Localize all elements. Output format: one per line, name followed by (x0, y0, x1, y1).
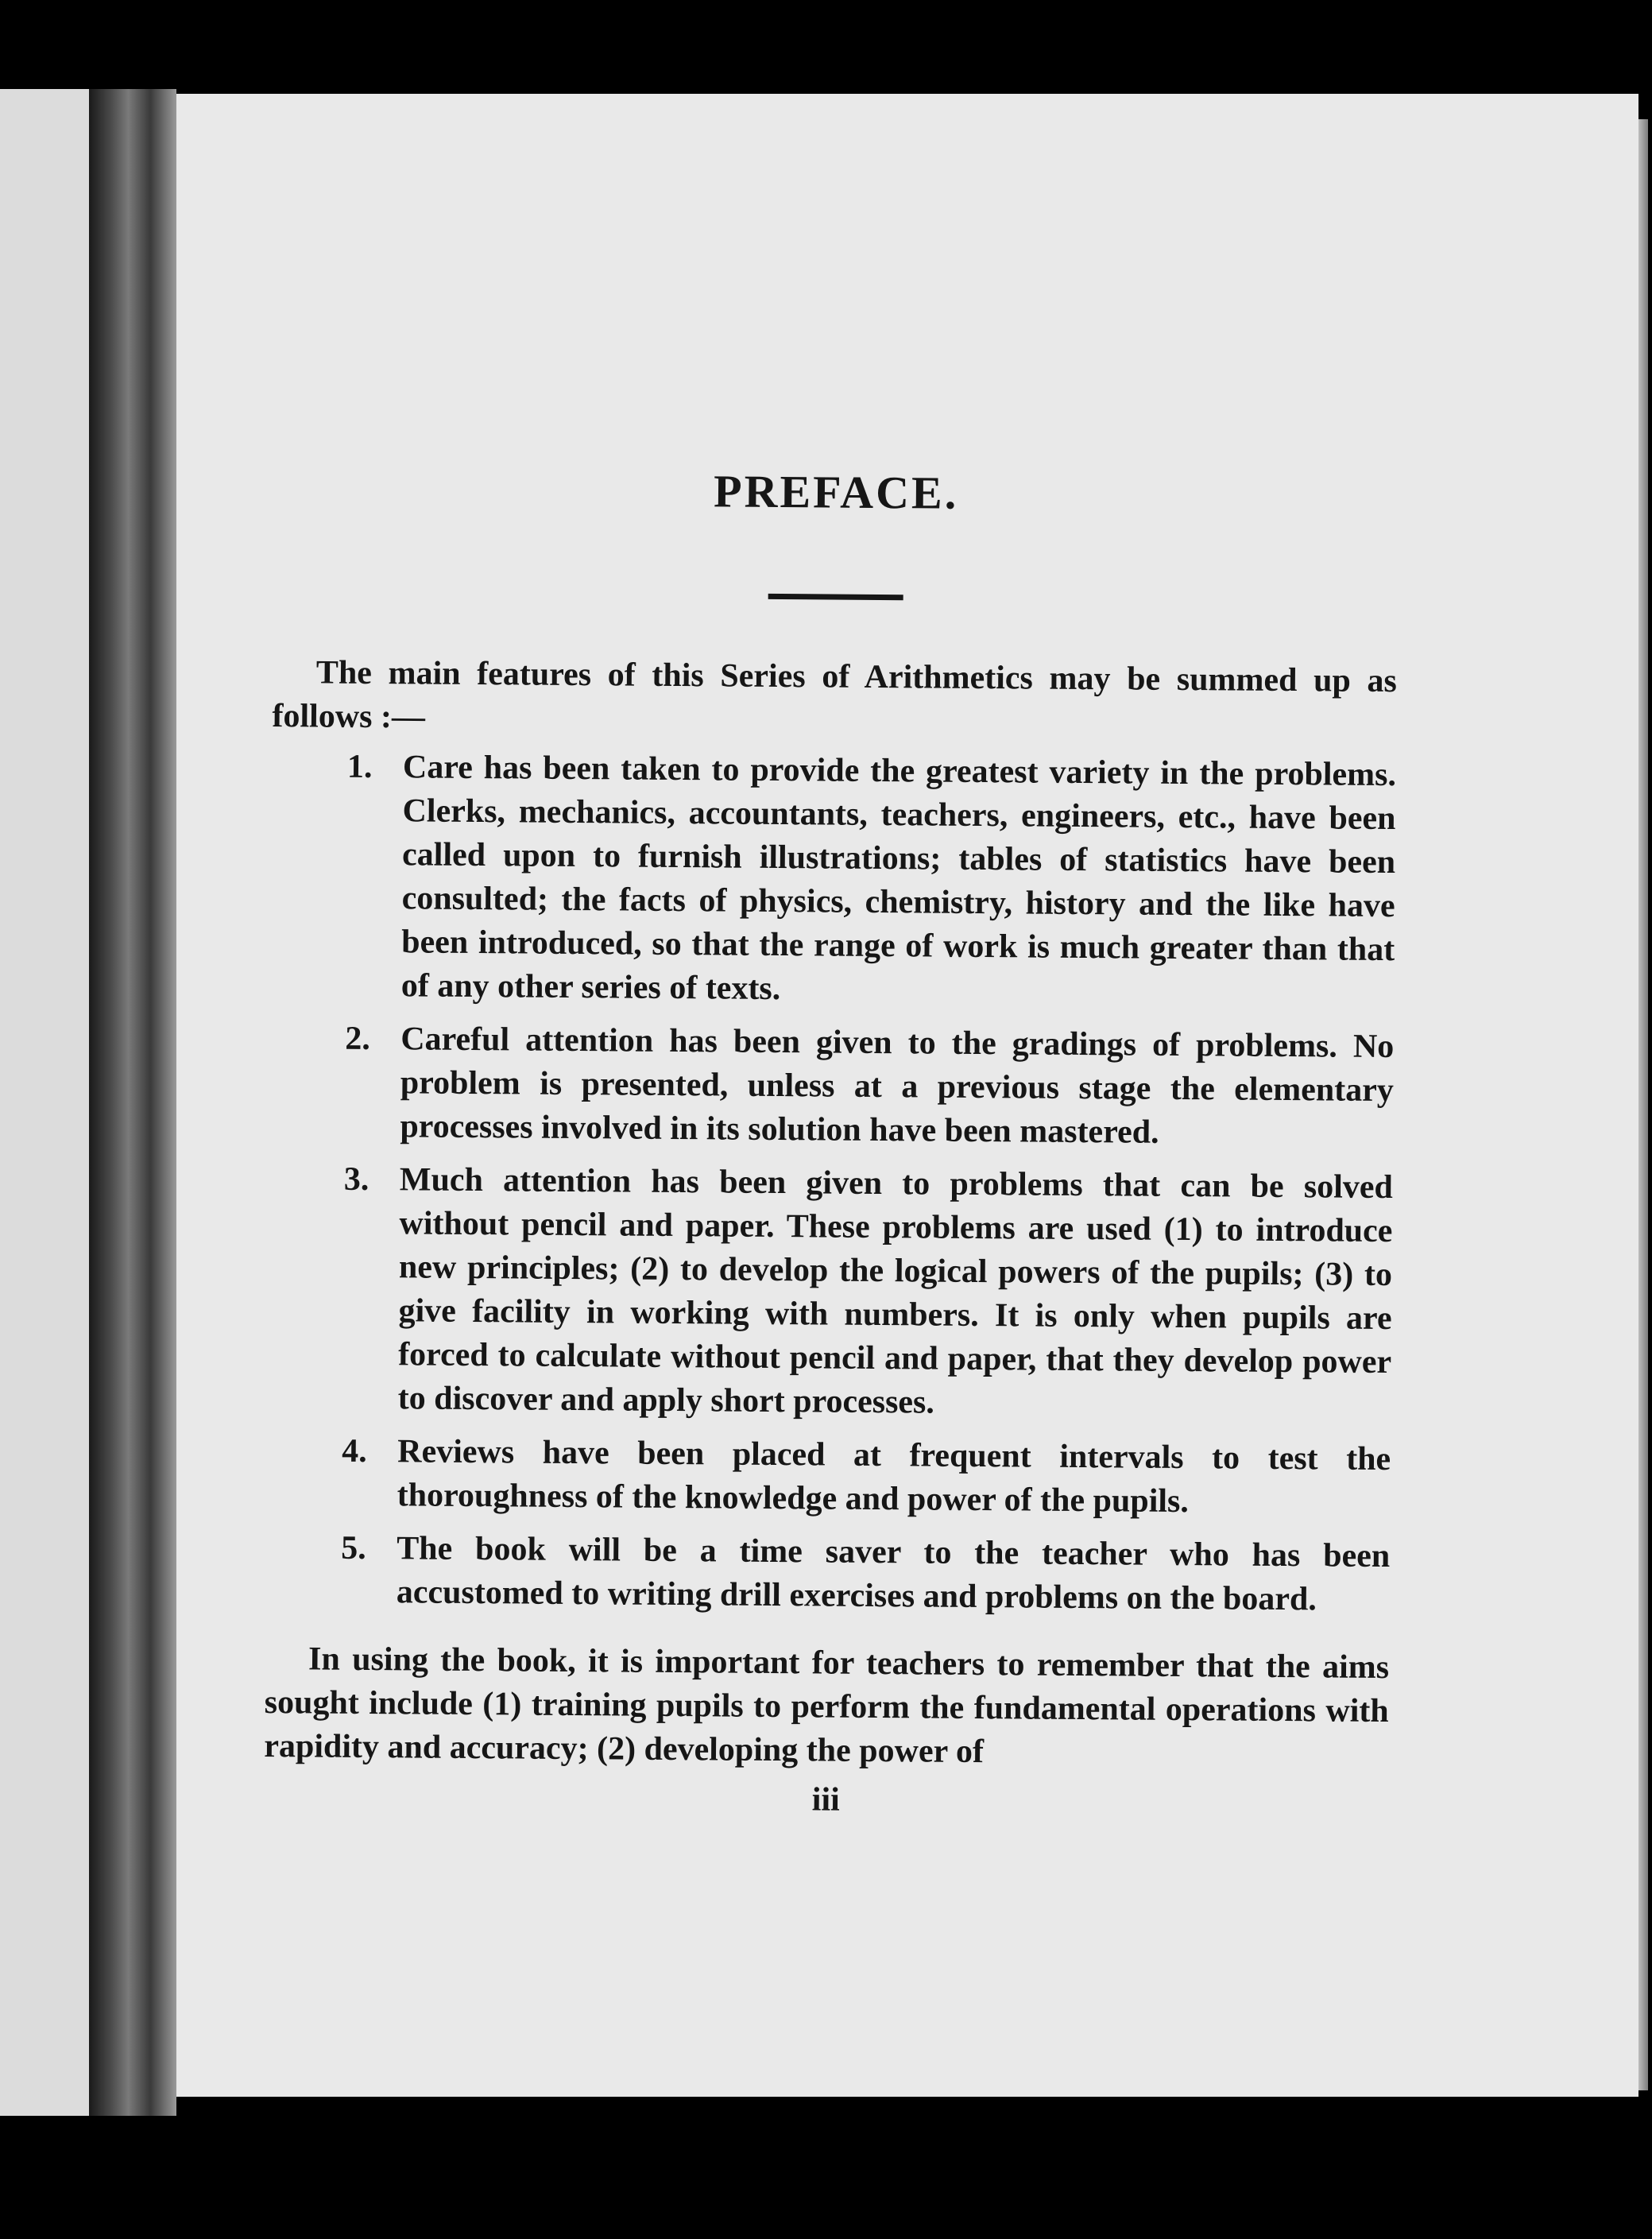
page-content (264, 461, 1399, 1823)
intro-paragraph: The main features of this Series of Arithmetics may be summed up as follows :— (272, 654, 1398, 736)
feature-item-2 (269, 1017, 1394, 1156)
item-text: Careful attention has been given to the gradings of problems. No problem is presented, unless at a previous stage the elementary processes involved in its solution have been mastered. (400, 1021, 1395, 1151)
item-text: Care has been taken to provide the greatest variety in the problems. Clerks, mechanics, accountants, teachers, engineers, etc., have been called upon to furnish illustrations; tables of statistics have been consulted; the facts of physics, chemistry, history and the like have been introduced, so that the range of work is much greater than that of any other series of texts. (400, 749, 1397, 1008)
item-number: 5. (341, 1529, 366, 1567)
item-number: 1. (346, 748, 373, 785)
title-rule (768, 594, 903, 600)
feature-item-4 (266, 1429, 1391, 1525)
page-number: iii (811, 1781, 840, 1819)
item-text: Reviews have been placed at frequent intervals to test the thoroughness of the knowledge and power of the pupils. (397, 1433, 1391, 1520)
item-text: The book will be a time saver to the teacher who has been accustomed to writing drill exercises and problems on the board. (396, 1530, 1391, 1618)
item-text: Much attention has been given to problems that can be solved without pencil and paper. These problems are used (1) to introduce new principles; (2) to develop the logical powers of the pupils; (3) to give facility in working with numbers. It is only when pupils are forced to calculate without pencil and paper, that they develop power to discover and apply short processes. (397, 1161, 1394, 1421)
item-number: 3. (343, 1160, 369, 1198)
feature-list (265, 745, 1397, 1622)
feature-item-1 (270, 745, 1397, 1016)
feature-item-5 (265, 1526, 1391, 1622)
closing-paragraph: In using the book, it is important for teachers to remember that the aims sought include (1) training pupils to perform the fundamental operations with rapidity and accuracy; (2) developing the power of (264, 1641, 1390, 1771)
item-number: 4. (342, 1432, 367, 1470)
item-number: 2. (345, 1020, 370, 1057)
book-spine (89, 89, 176, 2116)
page-title: PREFACE. (713, 465, 959, 519)
page-edge (1638, 119, 1648, 2090)
feature-item-3 (267, 1157, 1394, 1428)
